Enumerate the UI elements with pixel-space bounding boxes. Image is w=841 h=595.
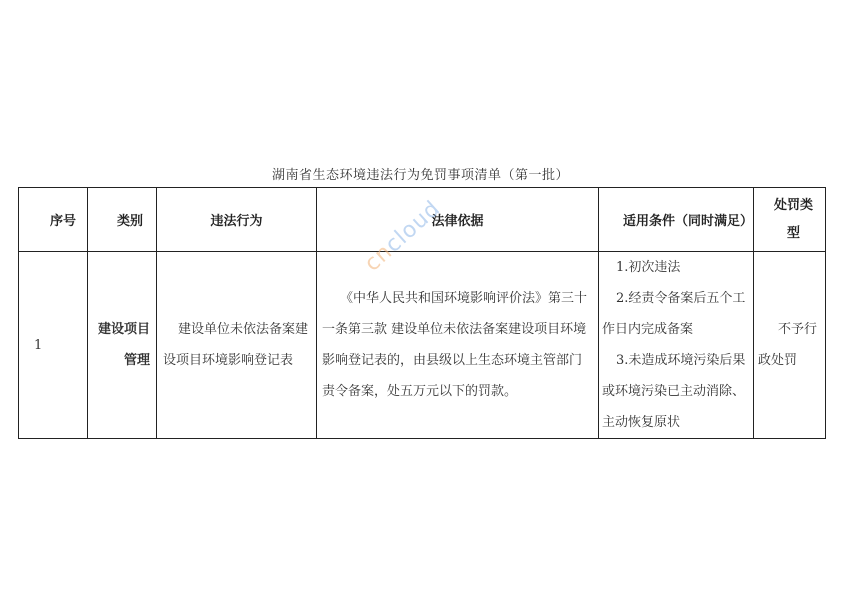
watermark-part1: cn [360, 239, 398, 277]
header-legal-basis: 法律依据 [317, 188, 599, 252]
table-header-row [19, 188, 826, 252]
condition-item-3: 3.未造成环境污染后果或环境污染已主动消除、主动恢复原状 [602, 353, 746, 430]
cell-action: 建设单位未依法备案建设项目环境影响登记表 [157, 252, 317, 439]
cell-penalty-type: 不予行政处罚 [754, 252, 826, 439]
condition-item-2: 2.经责令备案后五个工作日内完成备案 [602, 291, 746, 337]
header-penalty-type-line2: 型 [786, 225, 800, 241]
cell-conditions [599, 252, 754, 439]
watermark-part2: cloud [380, 196, 446, 258]
document-title: 湖南省生态环境违法行为免罚事项清单（第一批） [271, 168, 569, 183]
header-penalty-type [754, 188, 826, 252]
cell-no: 1 [19, 252, 88, 439]
exemption-table [18, 187, 826, 439]
cell-category: 建设项目管理 [88, 252, 157, 439]
cell-legal-basis: 《中华人民共和国环境影响评价法》第三十一条第三款 建设单位未依法备案建设项目环境影响登记表的，由县级以上生态环境主管部门责令备案，处五万元以下的罚款。 [317, 252, 599, 439]
header-action: 违法行为 [157, 188, 317, 252]
header-category: 类别 [88, 188, 157, 252]
table-row [19, 252, 826, 439]
header-conditions: 适用条件（同时满足） [599, 188, 754, 252]
header-penalty-type-line1: 处罚类 [773, 197, 813, 213]
condition-item-1: 1.初次违法 [616, 260, 681, 275]
header-no: 序号 [19, 188, 88, 252]
